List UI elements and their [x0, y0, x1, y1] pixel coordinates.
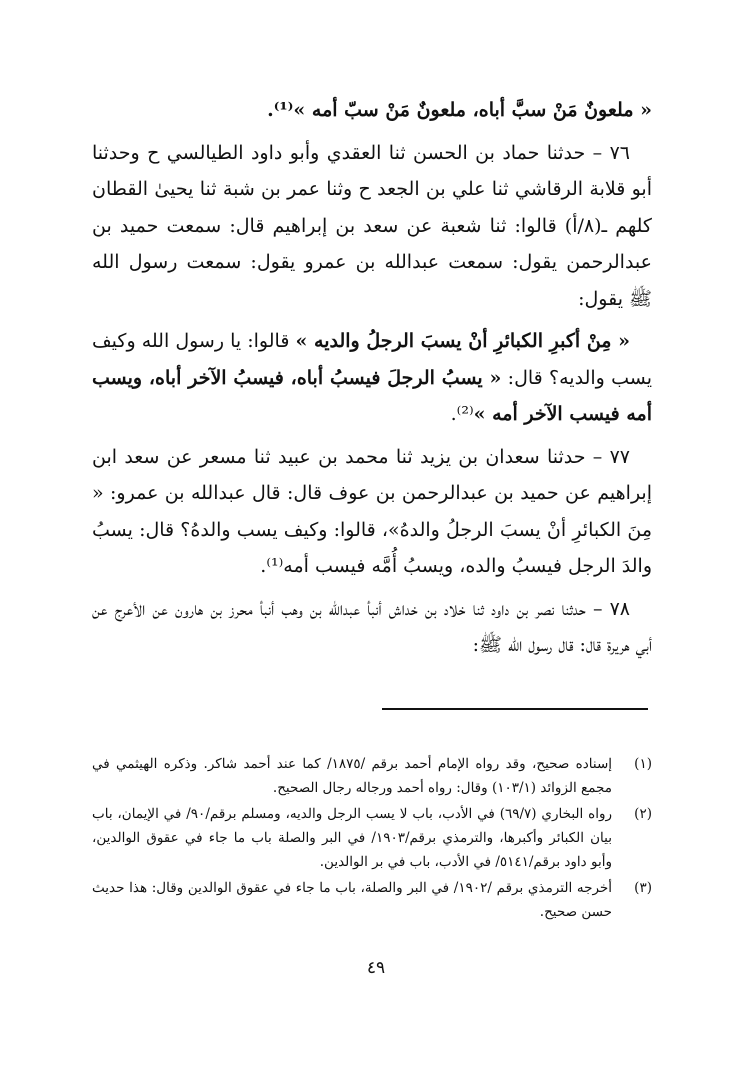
hadith-76-answer: « يسبُ الرجلَ فيسبُ أباه، فيسبُ الآخر أباه، ويسب أمه فيسب الآخر أمه » [92, 366, 652, 425]
footnote-2 [92, 802, 652, 874]
footnote-1 [92, 752, 652, 800]
hadith-76-quote: « مِنْ أكبرِ الكبائرِ أنْ يسبَ الرجلُ والديه » [295, 330, 630, 352]
hadith-78-isnad: ٧٨ – حدثنا نصر بن داود ثنا خلاد بن خداش أنبأ عبدالله بن وهب أنبأ محرز بن هارون عن الأعرج عن أبي هريرة قال: قال رسول الله ﷺ: [92, 597, 652, 656]
footnote-text: أخرجه الترمذي برقم /١٩٠٢/ في البر والصلة، باب ما جاء في عقوق الوالدين وقال: هذا حديث حسن صحيح. [92, 880, 612, 920]
hadith-77: ٧٧ – حدثنا سعدان بن يزيد ثنا محمد بن عبيد ثنا مسعر عن سعد ابن إبراهيم عن حميد بن عبدالرحمن بن عوف قال: قال عبدالله بن عمرو: « مِنَ الكبائرِ أنْ يسبَ الرجلُ والدهُ»، قالوا: وكيف يسب والدهُ؟ قال: يسبُ والدَ الرجل فيسبُ والده، ويسبُ أُمَّه فيسب أمه⁽¹⁾. [92, 445, 652, 577]
footnote-divider [382, 708, 648, 710]
hadith-76-matn [92, 323, 652, 433]
hadith-76-isnad: ٧٦ – حدثنا حماد بن الحسن ثنا العقدي وأبو داود الطيالسي ح وحدثنا أبو قلابة الرقاشي ثنا علي بن الجعد ح وثنا عمر بن شبة ثنا يحيىٰ القطان كلهم ـ(٨/أ) قالوا: ثنا شعبة عن سعد بن إبراهيم قال: سمعت حميد بن عبدالرحمن يقول: سمعت عبدالله بن عمرو يقول: سمعت رسول الله ﷺ يقول: [92, 141, 652, 310]
page-number: ٤٩ [366, 958, 386, 978]
footnote-number: (٢) [634, 806, 652, 822]
footnote-number: (١) [634, 756, 652, 772]
footnotes [92, 752, 652, 926]
footnote-text: رواه البخاري (٦٩/٧) في الأدب، باب لا يسب الرجل والديه، ومسلم برقم/٩٠/ في الإيمان، باب بيان الكبائر وأكبرها، والترمذي برقم/١٩٠٣/ في البر والصلة باب ما جاء في عقوق الوالدين، وأبو داود برقم/٥١٤١/ في الأدب، باب في بر الوالدين. [92, 806, 612, 870]
hadith-76-footnote-ref: ⁽²⁾. [450, 403, 474, 425]
footnote-3 [92, 876, 652, 924]
main-text [92, 92, 652, 670]
footnote-number: (٣) [634, 880, 652, 896]
hadith-76-question: قالوا: يا رسول الله وكيف يسب والديه؟ قال: [92, 330, 652, 389]
footnote-text: إسناده صحيح، وقد رواه الإمام أحمد برقم /١٨٧٥/ كما عند أحمد شاكر. وذكره الهيثمي في مجمع الزوائد (١٠٣/١) وقال: رواه أحمد ورجاله رجال الصحيح. [92, 756, 613, 796]
hadith-quote-opening: « ملعونٌ مَنْ سبَّ أباه، ملعونٌ مَنْ سبّ أمه »⁽¹⁾. [267, 99, 652, 121]
